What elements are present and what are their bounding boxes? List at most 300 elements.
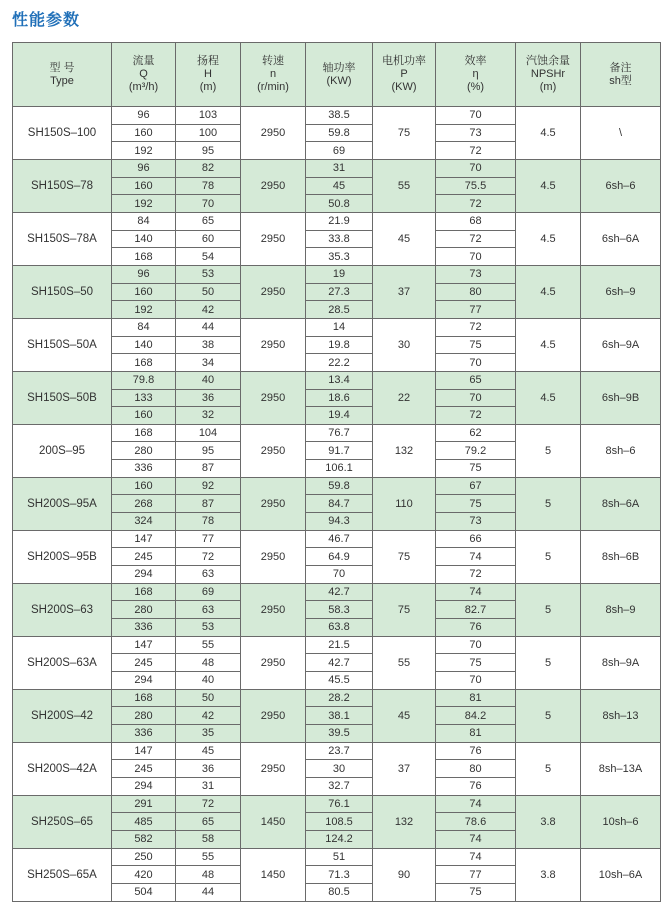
- efficiency-cell: 72: [436, 230, 516, 248]
- head-cell: 44: [176, 318, 241, 336]
- shaft-power-cell: 18.6: [306, 389, 373, 407]
- shaft-power-cell: 28.2: [306, 689, 373, 707]
- flow-cell: 324: [112, 513, 176, 531]
- model-cell: 200S–95: [13, 424, 112, 477]
- shaft-power-cell: 28.5: [306, 301, 373, 319]
- head-cell: 53: [176, 265, 241, 283]
- head-cell: 72: [176, 795, 241, 813]
- table-row: [13, 583, 661, 601]
- efficiency-cell: 75: [436, 495, 516, 513]
- shaft-power-cell: 91.7: [306, 442, 373, 460]
- remark-cell: 8sh–13: [581, 689, 661, 742]
- head-cell: 92: [176, 477, 241, 495]
- speed-cell: 2950: [241, 742, 306, 795]
- head-cell: 48: [176, 866, 241, 884]
- flow-cell: 291: [112, 795, 176, 813]
- performance-table: [12, 42, 661, 902]
- flow-cell: 96: [112, 159, 176, 177]
- flow-cell: 582: [112, 830, 176, 848]
- flow-cell: 168: [112, 583, 176, 601]
- flow-cell: 147: [112, 742, 176, 760]
- shaft-power-cell: 64.9: [306, 548, 373, 566]
- remark-cell: 6sh–9B: [581, 371, 661, 424]
- head-cell: 55: [176, 848, 241, 866]
- head-cell: 38: [176, 336, 241, 354]
- motor-power-cell: 55: [373, 159, 436, 212]
- flow-cell: 336: [112, 724, 176, 742]
- column-header-line: (m): [539, 81, 557, 93]
- flow-cell: 96: [112, 107, 176, 125]
- remark-cell: 8sh–9: [581, 583, 661, 636]
- head-cell: 65: [176, 813, 241, 831]
- flow-cell: 160: [112, 283, 176, 301]
- efficiency-cell: 76: [436, 777, 516, 795]
- head-cell: 34: [176, 354, 241, 372]
- flow-cell: 133: [112, 389, 176, 407]
- flow-cell: 294: [112, 566, 176, 584]
- head-cell: 70: [176, 195, 241, 213]
- column-header-line: 电机功率: [382, 55, 426, 67]
- efficiency-cell: 77: [436, 866, 516, 884]
- shaft-power-cell: 50.8: [306, 195, 373, 213]
- motor-power-cell: 132: [373, 424, 436, 477]
- table-row: [13, 742, 661, 760]
- remark-cell: 6sh–9: [581, 265, 661, 318]
- efficiency-cell: 65: [436, 371, 516, 389]
- column-header-speed: [241, 43, 306, 107]
- flow-cell: 245: [112, 760, 176, 778]
- column-header-line: Q: [139, 68, 148, 80]
- column-header-line: P: [400, 68, 408, 80]
- npshr-cell: 3.8: [516, 848, 581, 901]
- shaft-power-cell: 94.3: [306, 513, 373, 531]
- efficiency-cell: 70: [436, 107, 516, 125]
- head-cell: 50: [176, 689, 241, 707]
- column-header-line: (m³/h): [128, 81, 159, 93]
- head-cell: 53: [176, 619, 241, 637]
- shaft-power-cell: 76.1: [306, 795, 373, 813]
- column-header-line: (m): [199, 81, 217, 93]
- npshr-cell: 4.5: [516, 371, 581, 424]
- npshr-cell: 5: [516, 583, 581, 636]
- column-header-remark: [581, 43, 661, 107]
- head-cell: 77: [176, 530, 241, 548]
- efficiency-cell: 75: [436, 883, 516, 901]
- shaft-power-cell: 46.7: [306, 530, 373, 548]
- efficiency-cell: 73: [436, 513, 516, 531]
- efficiency-cell: 70: [436, 354, 516, 372]
- head-cell: 95: [176, 142, 241, 160]
- efficiency-cell: 80: [436, 760, 516, 778]
- column-header-line: 型 号: [49, 61, 75, 74]
- remark-cell: 10sh–6: [581, 795, 661, 848]
- table-body: [13, 107, 661, 902]
- column-header-line: Type: [50, 74, 74, 87]
- model-cell: SH250S–65: [13, 795, 112, 848]
- flow-cell: 294: [112, 777, 176, 795]
- column-header-head: [176, 43, 241, 107]
- head-cell: 36: [176, 760, 241, 778]
- table-row: [13, 689, 661, 707]
- efficiency-cell: 70: [436, 159, 516, 177]
- efficiency-cell: 77: [436, 301, 516, 319]
- head-cell: 82: [176, 159, 241, 177]
- flow-cell: 336: [112, 460, 176, 478]
- efficiency-cell: 75.5: [436, 177, 516, 195]
- column-header-line: 轴功率: [322, 61, 356, 74]
- column-header-line: (KW): [391, 81, 417, 93]
- flow-cell: 160: [112, 407, 176, 425]
- model-cell: SH150S–50B: [13, 371, 112, 424]
- shaft-power-cell: 21.5: [306, 636, 373, 654]
- column-header-line: 汽蚀余量: [526, 55, 570, 67]
- table-header: [13, 43, 661, 107]
- table-row: [13, 212, 661, 230]
- npshr-cell: 5: [516, 530, 581, 583]
- npshr-cell: 3.8: [516, 795, 581, 848]
- shaft-power-cell: 42.7: [306, 583, 373, 601]
- model-cell: SH150S–78A: [13, 212, 112, 265]
- shaft-power-cell: 33.8: [306, 230, 373, 248]
- npshr-cell: 4.5: [516, 265, 581, 318]
- head-cell: 60: [176, 230, 241, 248]
- npshr-cell: 5: [516, 424, 581, 477]
- efficiency-cell: 73: [436, 124, 516, 142]
- model-cell: SH200S–63: [13, 583, 112, 636]
- efficiency-cell: 74: [436, 548, 516, 566]
- motor-power-cell: 22: [373, 371, 436, 424]
- speed-cell: 1450: [241, 795, 306, 848]
- shaft-power-cell: 80.5: [306, 883, 373, 901]
- efficiency-cell: 76: [436, 742, 516, 760]
- efficiency-cell: 81: [436, 689, 516, 707]
- model-cell: SH200S–42: [13, 689, 112, 742]
- speed-cell: 2950: [241, 265, 306, 318]
- model-cell: SH250S–65A: [13, 848, 112, 901]
- model-cell: SH200S–95A: [13, 477, 112, 530]
- motor-power-cell: 75: [373, 583, 436, 636]
- table-row: [13, 424, 661, 442]
- head-cell: 50: [176, 283, 241, 301]
- shaft-power-cell: 19: [306, 265, 373, 283]
- column-header-type: [13, 43, 112, 107]
- head-cell: 40: [176, 672, 241, 690]
- flow-cell: 268: [112, 495, 176, 513]
- column-header-line: n: [269, 68, 277, 80]
- head-cell: 69: [176, 583, 241, 601]
- model-cell: SH150S–50: [13, 265, 112, 318]
- head-cell: 42: [176, 707, 241, 725]
- efficiency-cell: 62: [436, 424, 516, 442]
- head-cell: 40: [176, 371, 241, 389]
- head-cell: 31: [176, 777, 241, 795]
- remark-cell: 8sh–6A: [581, 477, 661, 530]
- flow-cell: 168: [112, 689, 176, 707]
- efficiency-cell: 75: [436, 460, 516, 478]
- table-row: [13, 159, 661, 177]
- shaft-power-cell: 84.7: [306, 495, 373, 513]
- speed-cell: 2950: [241, 636, 306, 689]
- shaft-power-cell: 63.8: [306, 619, 373, 637]
- efficiency-cell: 76: [436, 619, 516, 637]
- shaft-power-cell: 19.8: [306, 336, 373, 354]
- column-header-line: (KW): [326, 74, 352, 87]
- head-cell: 103: [176, 107, 241, 125]
- shaft-power-cell: 45: [306, 177, 373, 195]
- table-row: [13, 107, 661, 125]
- head-cell: 32: [176, 407, 241, 425]
- flow-cell: 294: [112, 672, 176, 690]
- shaft-power-cell: 38.5: [306, 107, 373, 125]
- head-cell: 42: [176, 301, 241, 319]
- head-cell: 78: [176, 177, 241, 195]
- column-header-line: sh型: [609, 74, 632, 87]
- efficiency-cell: 74: [436, 795, 516, 813]
- efficiency-cell: 70: [436, 389, 516, 407]
- page-title: 性能参数: [12, 10, 81, 29]
- flow-cell: 147: [112, 636, 176, 654]
- shaft-power-cell: 59.8: [306, 124, 373, 142]
- column-header-line: 转速: [262, 55, 284, 67]
- efficiency-cell: 74: [436, 848, 516, 866]
- speed-cell: 2950: [241, 530, 306, 583]
- model-cell: SH200S–95B: [13, 530, 112, 583]
- motor-power-cell: 110: [373, 477, 436, 530]
- shaft-power-cell: 31: [306, 159, 373, 177]
- flow-cell: 96: [112, 265, 176, 283]
- remark-cell: 8sh–6B: [581, 530, 661, 583]
- flow-cell: 192: [112, 301, 176, 319]
- column-header-line: 流量: [132, 55, 155, 67]
- table-row: [13, 636, 661, 654]
- head-cell: 54: [176, 248, 241, 266]
- speed-cell: 2950: [241, 318, 306, 371]
- motor-power-cell: 45: [373, 689, 436, 742]
- shaft-power-cell: 27.3: [306, 283, 373, 301]
- flow-cell: 140: [112, 336, 176, 354]
- shaft-power-cell: 70: [306, 566, 373, 584]
- flow-cell: 280: [112, 601, 176, 619]
- speed-cell: 2950: [241, 583, 306, 636]
- flow-cell: 420: [112, 866, 176, 884]
- column-header-line: 备注: [609, 61, 632, 74]
- efficiency-cell: 74: [436, 583, 516, 601]
- head-cell: 63: [176, 601, 241, 619]
- efficiency-cell: 75: [436, 336, 516, 354]
- efficiency-cell: 70: [436, 636, 516, 654]
- motor-power-cell: 37: [373, 265, 436, 318]
- speed-cell: 2950: [241, 424, 306, 477]
- flow-cell: 280: [112, 442, 176, 460]
- column-header-flow: [112, 43, 176, 107]
- flow-cell: 245: [112, 548, 176, 566]
- motor-power-cell: 37: [373, 742, 436, 795]
- speed-cell: 2950: [241, 159, 306, 212]
- flow-cell: 79.8: [112, 371, 176, 389]
- speed-cell: 2950: [241, 371, 306, 424]
- column-header-line: (%): [466, 81, 485, 93]
- shaft-power-cell: 59.8: [306, 477, 373, 495]
- table-row: [13, 265, 661, 283]
- model-cell: SH150S–100: [13, 107, 112, 160]
- shaft-power-cell: 45.5: [306, 672, 373, 690]
- table-row: [13, 530, 661, 548]
- remark-cell: 6sh–9A: [581, 318, 661, 371]
- head-cell: 48: [176, 654, 241, 672]
- flow-cell: 160: [112, 177, 176, 195]
- column-header-efficiency: [436, 43, 516, 107]
- efficiency-cell: 67: [436, 477, 516, 495]
- speed-cell: 2950: [241, 212, 306, 265]
- npshr-cell: 5: [516, 689, 581, 742]
- remark-cell: 8sh–13A: [581, 742, 661, 795]
- efficiency-cell: 70: [436, 672, 516, 690]
- column-header-line: NPSHr: [530, 68, 566, 80]
- remark-cell: 6sh–6: [581, 159, 661, 212]
- shaft-power-cell: 38.1: [306, 707, 373, 725]
- column-header-line: η: [472, 68, 479, 80]
- efficiency-cell: 84.2: [436, 707, 516, 725]
- efficiency-cell: 74: [436, 830, 516, 848]
- head-cell: 55: [176, 636, 241, 654]
- shaft-power-cell: 22.2: [306, 354, 373, 372]
- remark-cell: 10sh–6A: [581, 848, 661, 901]
- flow-cell: 245: [112, 654, 176, 672]
- remark-cell: 8sh–9A: [581, 636, 661, 689]
- npshr-cell: 4.5: [516, 318, 581, 371]
- efficiency-cell: 79.2: [436, 442, 516, 460]
- flow-cell: 168: [112, 424, 176, 442]
- shaft-power-cell: 23.7: [306, 742, 373, 760]
- head-cell: 45: [176, 742, 241, 760]
- table-row: [13, 477, 661, 495]
- npshr-cell: 5: [516, 477, 581, 530]
- head-cell: 104: [176, 424, 241, 442]
- shaft-power-cell: 76.7: [306, 424, 373, 442]
- head-cell: 65: [176, 212, 241, 230]
- head-cell: 35: [176, 724, 241, 742]
- head-cell: 87: [176, 460, 241, 478]
- flow-cell: 485: [112, 813, 176, 831]
- head-cell: 100: [176, 124, 241, 142]
- shaft-power-cell: 30: [306, 760, 373, 778]
- shaft-power-cell: 108.5: [306, 813, 373, 831]
- head-cell: 36: [176, 389, 241, 407]
- flow-cell: 280: [112, 707, 176, 725]
- efficiency-cell: 72: [436, 407, 516, 425]
- shaft-power-cell: 69: [306, 142, 373, 160]
- speed-cell: 2950: [241, 477, 306, 530]
- shaft-power-cell: 71.3: [306, 866, 373, 884]
- flow-cell: 84: [112, 212, 176, 230]
- table-row: [13, 371, 661, 389]
- flow-cell: 192: [112, 195, 176, 213]
- efficiency-cell: 68: [436, 212, 516, 230]
- motor-power-cell: 75: [373, 107, 436, 160]
- shaft-power-cell: 106.1: [306, 460, 373, 478]
- column-header-line: (r/min): [257, 81, 289, 93]
- shaft-power-cell: 124.2: [306, 830, 373, 848]
- flow-cell: 84: [112, 318, 176, 336]
- npshr-cell: 4.5: [516, 212, 581, 265]
- shaft-power-cell: 42.7: [306, 654, 373, 672]
- column-header-line: H: [204, 68, 212, 80]
- shaft-power-cell: 39.5: [306, 724, 373, 742]
- efficiency-cell: 70: [436, 248, 516, 266]
- efficiency-cell: 82.7: [436, 601, 516, 619]
- efficiency-cell: 81: [436, 724, 516, 742]
- table-row: [13, 848, 661, 866]
- shaft-power-cell: 14: [306, 318, 373, 336]
- remark-cell: \: [581, 107, 661, 160]
- table-row: [13, 318, 661, 336]
- flow-cell: 160: [112, 124, 176, 142]
- motor-power-cell: 45: [373, 212, 436, 265]
- motor-power-cell: 90: [373, 848, 436, 901]
- efficiency-cell: 80: [436, 283, 516, 301]
- model-cell: SH200S–63A: [13, 636, 112, 689]
- efficiency-cell: 72: [436, 318, 516, 336]
- shaft-power-cell: 21.9: [306, 212, 373, 230]
- head-cell: 95: [176, 442, 241, 460]
- head-cell: 87: [176, 495, 241, 513]
- column-header-line: 效率: [464, 55, 487, 67]
- speed-cell: 2950: [241, 107, 306, 160]
- remark-cell: 6sh–6A: [581, 212, 661, 265]
- flow-cell: 168: [112, 354, 176, 372]
- shaft-power-cell: 35.3: [306, 248, 373, 266]
- shaft-power-cell: 32.7: [306, 777, 373, 795]
- column-header-line: 扬程: [197, 55, 219, 67]
- model-cell: SH150S–50A: [13, 318, 112, 371]
- npshr-cell: 4.5: [516, 107, 581, 160]
- table-row: [13, 795, 661, 813]
- efficiency-cell: 78.6: [436, 813, 516, 831]
- table-header-row: [13, 43, 661, 107]
- motor-power-cell: 75: [373, 530, 436, 583]
- head-cell: 72: [176, 548, 241, 566]
- flow-cell: 336: [112, 619, 176, 637]
- head-cell: 44: [176, 883, 241, 901]
- shaft-power-cell: 51: [306, 848, 373, 866]
- flow-cell: 192: [112, 142, 176, 160]
- column-header-motor-power: [373, 43, 436, 107]
- shaft-power-cell: 13.4: [306, 371, 373, 389]
- column-header-npshr: [516, 43, 581, 107]
- shaft-power-cell: 19.4: [306, 407, 373, 425]
- efficiency-cell: 72: [436, 142, 516, 160]
- efficiency-cell: 72: [436, 566, 516, 584]
- speed-cell: 1450: [241, 848, 306, 901]
- motor-power-cell: 30: [373, 318, 436, 371]
- flow-cell: 160: [112, 477, 176, 495]
- model-cell: SH200S–42A: [13, 742, 112, 795]
- shaft-power-cell: 58.3: [306, 601, 373, 619]
- motor-power-cell: 132: [373, 795, 436, 848]
- flow-cell: 168: [112, 248, 176, 266]
- npshr-cell: 5: [516, 636, 581, 689]
- npshr-cell: 5: [516, 742, 581, 795]
- remark-cell: 8sh–6: [581, 424, 661, 477]
- efficiency-cell: 66: [436, 530, 516, 548]
- speed-cell: 2950: [241, 689, 306, 742]
- efficiency-cell: 75: [436, 654, 516, 672]
- flow-cell: 140: [112, 230, 176, 248]
- flow-cell: 147: [112, 530, 176, 548]
- head-cell: 58: [176, 830, 241, 848]
- head-cell: 78: [176, 513, 241, 531]
- column-header-shaft-power: [306, 43, 373, 107]
